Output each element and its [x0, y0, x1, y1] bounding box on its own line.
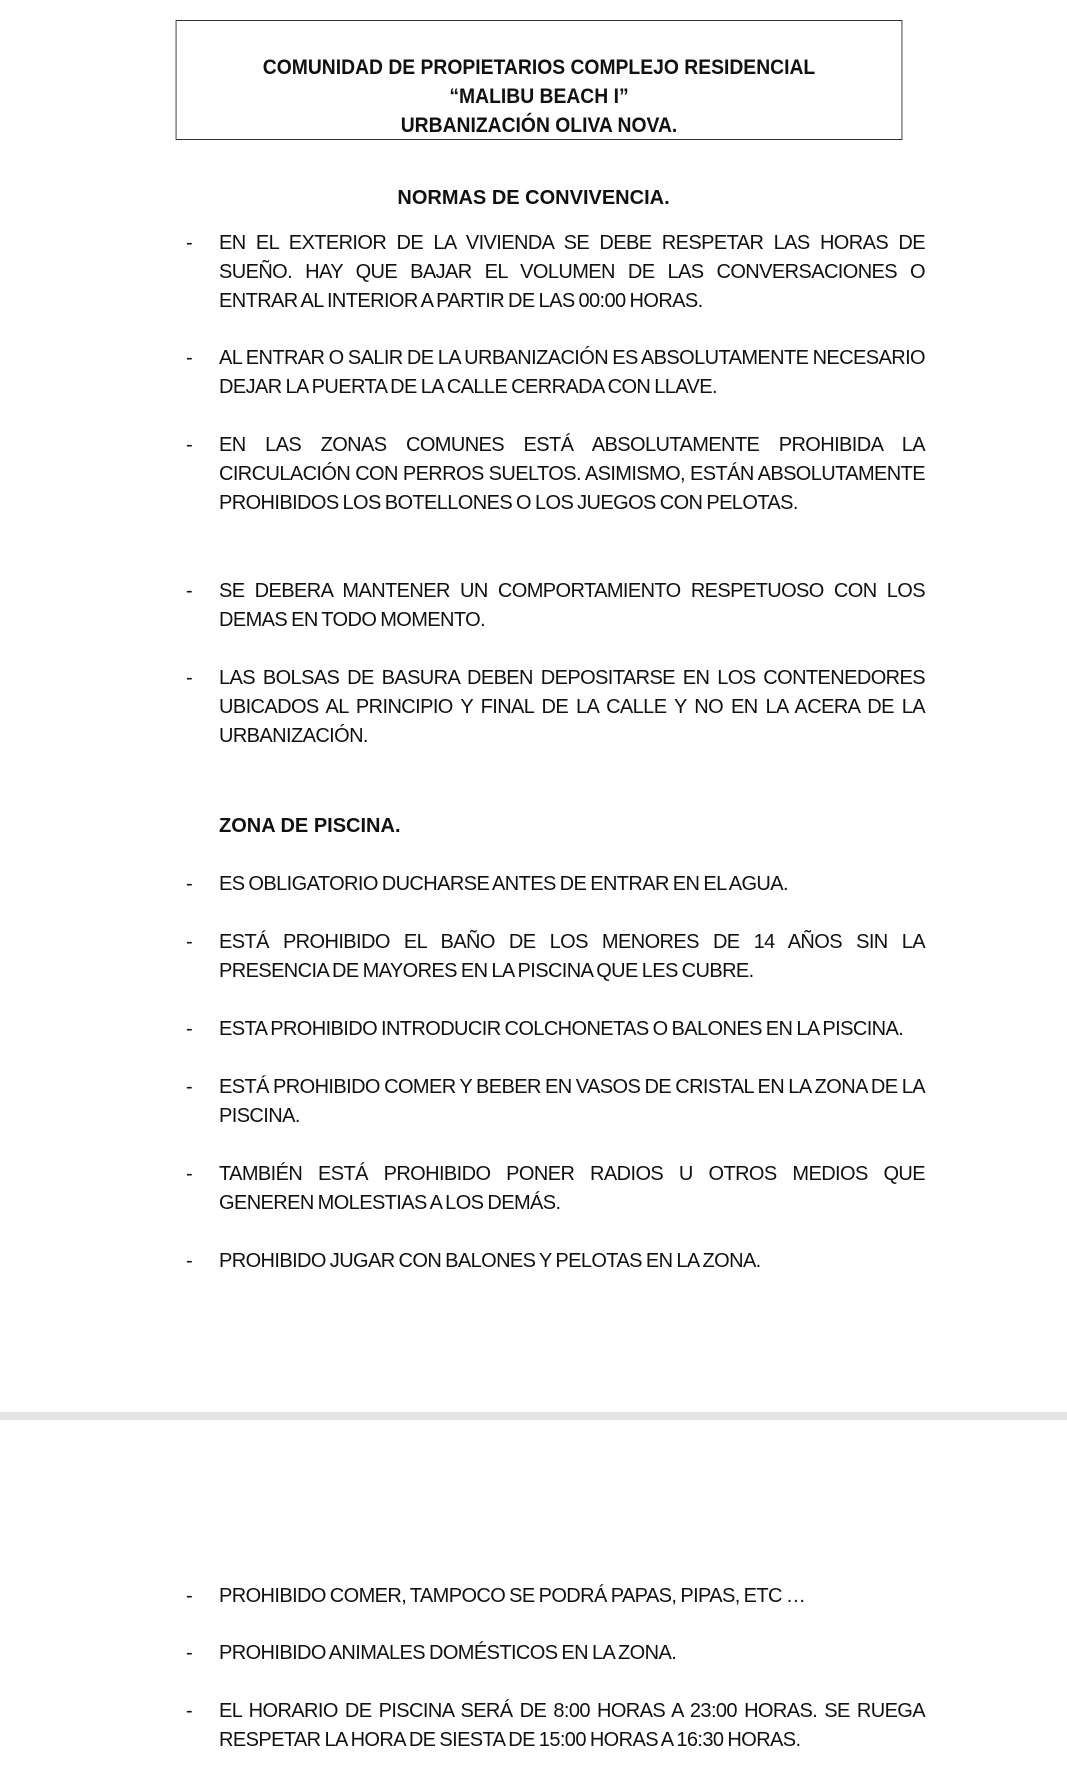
- normas-item-text: AL ENTRAR O SALIR DE LA URBANIZACIÓN ES ABSOLUTAMENTE NECESARIO DEJAR LA PUERTA DE LA CALLE CERRADA CON LLAVE.: [219, 347, 925, 398]
- normas-item-3: [186, 431, 925, 518]
- piscina-item-text: ES OBLIGATORIO DUCHARSE ANTES DE ENTRAR EN EL AGUA.: [219, 873, 788, 895]
- piscina-item-8: [186, 1639, 925, 1668]
- bullet-dash: -: [186, 434, 193, 456]
- bullet-dash: -: [186, 931, 193, 953]
- piscina-item-5: [186, 1160, 925, 1218]
- header-line-3: URBANIZACIÓN OLIVA NOVA.: [400, 114, 678, 137]
- header-line-2: “MALIBU BEACH I”: [449, 85, 629, 108]
- bullet-dash: -: [186, 1700, 193, 1722]
- bullet-dash: -: [186, 347, 193, 369]
- normas-item-text: SE DEBERA MANTENER UN COMPORTAMIENTO RESPETUOSO CON LOS DEMAS EN TODO MOMENTO.: [219, 580, 925, 631]
- normas-item-text: EN EL EXTERIOR DE LA VIVIENDA SE DEBE RESPETAR LAS HORAS DE SUEÑO. HAY QUE BAJAR EL VOLUMEN DE LAS CONVERSACIONES O ENTRAR AL INTERIOR A PARTIR DE LAS 00:00 HORAS.: [219, 232, 925, 312]
- piscina-item-9: [186, 1697, 925, 1755]
- normas-item-4: [186, 577, 925, 635]
- header-box: [176, 20, 903, 140]
- bullet-dash: -: [186, 1585, 193, 1607]
- normas-item-text: LAS BOLSAS DE BASURA DEBEN DEPOSITARSE EN LOS CONTENEDORES UBICADOS AL PRINCIPIO Y FINAL DE LA CALLE Y NO EN LA ACERA DE LA URBANIZACIÓN.: [219, 667, 925, 747]
- page-separator: [0, 1412, 1067, 1420]
- piscina-item-3: [186, 1015, 925, 1044]
- piscina-item-7: [186, 1582, 925, 1611]
- piscina-item-4: [186, 1073, 925, 1131]
- bullet-dash: -: [186, 1163, 193, 1185]
- document-page-2: [0, 1420, 1067, 1777]
- bullet-dash: -: [186, 580, 193, 602]
- piscina-item-text: ESTA PROHIBIDO INTRODUCIR COLCHONETAS O BALONES EN LA PISCINA.: [219, 1018, 904, 1040]
- piscina-item-1: [186, 870, 925, 899]
- piscina-item-text: EL HORARIO DE PISCINA SERÁ DE 8:00 HORAS A 23:00 HORAS. SE RUEGA RESPETAR LA HORA DE SIESTA DE 15:00 HORAS A 16:30 HORAS.: [219, 1700, 925, 1751]
- normas-item-text: EN LAS ZONAS COMUNES ESTÁ ABSOLUTAMENTE PROHIBIDA LA CIRCULACIÓN CON PERROS SUELTOS. ASIMISMO, ESTÁN ABSOLUTAMENTE PROHIBIDOS LOS BOTELLONES O LOS JUEGOS CON PELOTAS.: [219, 434, 925, 514]
- piscina-item-text: PROHIBIDO COMER, TAMPOCO SE PODRÁ PAPAS, PIPAS, ETC …: [219, 1585, 806, 1607]
- bullet-dash: -: [186, 873, 193, 895]
- piscina-item-text: PROHIBIDO JUGAR CON BALONES Y PELOTAS EN LA ZONA.: [219, 1250, 761, 1272]
- normas-title: NORMAS DE CONVIVENCIA.: [397, 187, 670, 209]
- normas-item-5: [186, 664, 925, 751]
- piscina-title: ZONA DE PISCINA.: [219, 815, 401, 837]
- bullet-dash: -: [186, 1642, 193, 1664]
- piscina-item-text: ESTÁ PROHIBIDO EL BAÑO DE LOS MENORES DE 14 AÑOS SIN LA PRESENCIA DE MAYORES EN LA PISCINA QUE LES CUBRE.: [219, 931, 925, 982]
- bullet-dash: -: [186, 232, 193, 254]
- piscina-item-6: [186, 1247, 925, 1276]
- bullet-dash: -: [186, 667, 193, 689]
- piscina-item-2: [186, 928, 925, 986]
- header-line-1: COMUNIDAD DE PROPIETARIOS COMPLEJO RESIDENCIAL: [262, 56, 816, 79]
- normas-item-1: [186, 229, 925, 316]
- piscina-item-text: PROHIBIDO ANIMALES DOMÉSTICOS EN LA ZONA.: [219, 1642, 677, 1664]
- bullet-dash: -: [186, 1076, 193, 1098]
- bullet-dash: -: [186, 1250, 193, 1272]
- piscina-item-text: TAMBIÉN ESTÁ PROHIBIDO PONER RADIOS U OTROS MEDIOS QUE GENEREN MOLESTIAS A LOS DEMÁS.: [219, 1163, 925, 1214]
- normas-item-2: [186, 344, 925, 402]
- bullet-dash: -: [186, 1018, 193, 1040]
- piscina-item-text: ESTÁ PROHIBIDO COMER Y BEBER EN VASOS DE CRISTAL EN LA ZONA DE LA PISCINA.: [219, 1076, 925, 1127]
